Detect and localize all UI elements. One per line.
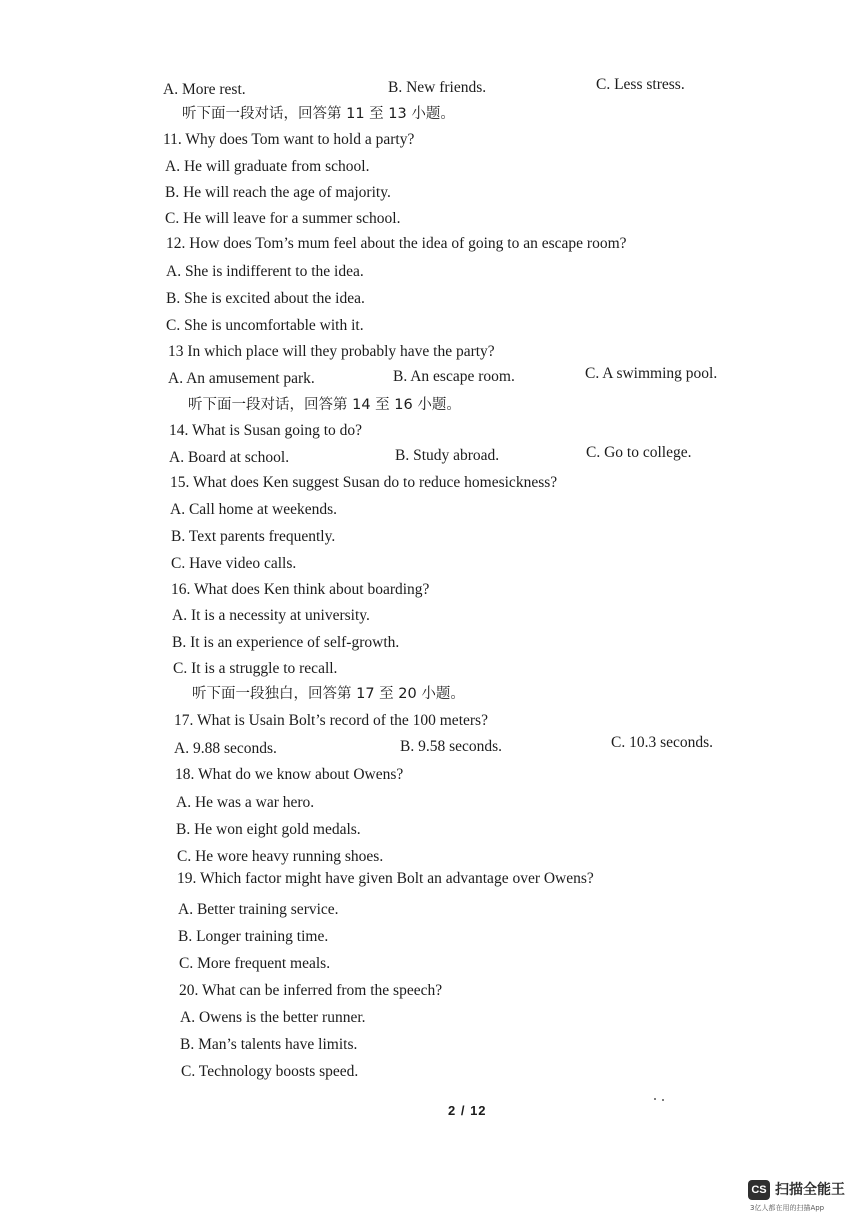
question-line: A. Owens is the better runner. xyxy=(180,1009,366,1026)
question-line: A. More rest. xyxy=(163,81,246,98)
question-line: 20. What can be inferred from the speech? xyxy=(179,982,443,999)
question-line: A. An amusement park. xyxy=(168,370,315,387)
question-line: 18. What do we know about Owens? xyxy=(175,766,404,783)
question-line: B. An escape room. xyxy=(393,368,515,385)
question-line: B. He won eight gold medals. xyxy=(176,821,361,838)
question-line: B. Text parents frequently. xyxy=(171,528,336,545)
question-line: 15. What does Ken suggest Susan do to reduce homesickness? xyxy=(170,474,558,491)
question-line: A. He was a war hero. xyxy=(176,794,315,811)
question-line: A. He will graduate from school. xyxy=(165,158,370,175)
question-line: A. 9.88 seconds. xyxy=(174,740,277,757)
question-line: B. Study abroad. xyxy=(395,447,500,464)
scanner-watermark xyxy=(748,1178,858,1218)
section-instruction: 听下面一段独白，回答第 17 至 20 小题。 xyxy=(192,686,465,702)
question-line: 11. Why does Tom want to hold a party? xyxy=(163,131,415,148)
question-line: B. It is an experience of self-growth. xyxy=(172,634,400,651)
question-line: B. 9.58 seconds. xyxy=(400,738,503,755)
scan-speck xyxy=(654,1098,666,1101)
question-line: A. Better training service. xyxy=(178,901,339,918)
question-line: A. Call home at weekends. xyxy=(170,501,338,518)
question-line: A. She is indifferent to the idea. xyxy=(166,263,364,280)
question-line: 13 In which place will they probably have the party? xyxy=(168,343,495,360)
page-number: 2 / 12 xyxy=(448,1103,487,1118)
question-line: A. Board at school. xyxy=(169,449,290,466)
question-line: C. More frequent meals. xyxy=(179,955,331,972)
question-line: C. Technology boosts speed. xyxy=(181,1063,359,1080)
question-line: 16. What does Ken think about boarding? xyxy=(171,581,430,598)
question-line: 12. How does Tom’s mum feel about the idea of going to an escape room? xyxy=(166,235,627,252)
question-line: 17. What is Usain Bolt’s record of the 100 meters? xyxy=(174,712,488,729)
question-line: C. 10.3 seconds. xyxy=(611,734,714,751)
watermark-tagline: 3亿人都在用的扫描App xyxy=(750,1204,825,1212)
question-line: C. A swimming pool. xyxy=(585,365,718,382)
question-line: C. Have video calls. xyxy=(171,555,297,572)
question-line: B. Man’s talents have limits. xyxy=(180,1036,358,1053)
question-line: C. Go to college. xyxy=(586,444,692,461)
question-line: B. New friends. xyxy=(388,79,487,96)
question-line: 19. Which factor might have given Bolt an advantage over Owens? xyxy=(177,870,594,887)
question-line: C. He will leave for a summer school. xyxy=(165,210,401,227)
camscanner-logo-icon: CS xyxy=(748,1180,770,1200)
watermark-app-name: 扫描全能王 xyxy=(775,1182,845,1198)
question-line: C. She is uncomfortable with it. xyxy=(166,317,364,334)
question-line: C. Less stress. xyxy=(596,76,685,93)
question-line: B. He will reach the age of majority. xyxy=(165,184,391,201)
question-line: 14. What is Susan going to do? xyxy=(169,422,363,439)
question-line: C. He wore heavy running shoes. xyxy=(177,848,384,865)
section-instruction: 听下面一段对话，回答第 11 至 13 小题。 xyxy=(182,106,455,122)
question-line: A. It is a necessity at university. xyxy=(172,607,370,624)
section-instruction: 听下面一段对话，回答第 14 至 16 小题。 xyxy=(188,397,461,413)
question-line: B. Longer training time. xyxy=(178,928,329,945)
question-line: B. She is excited about the idea. xyxy=(166,290,365,307)
question-line: C. It is a struggle to recall. xyxy=(173,660,338,677)
